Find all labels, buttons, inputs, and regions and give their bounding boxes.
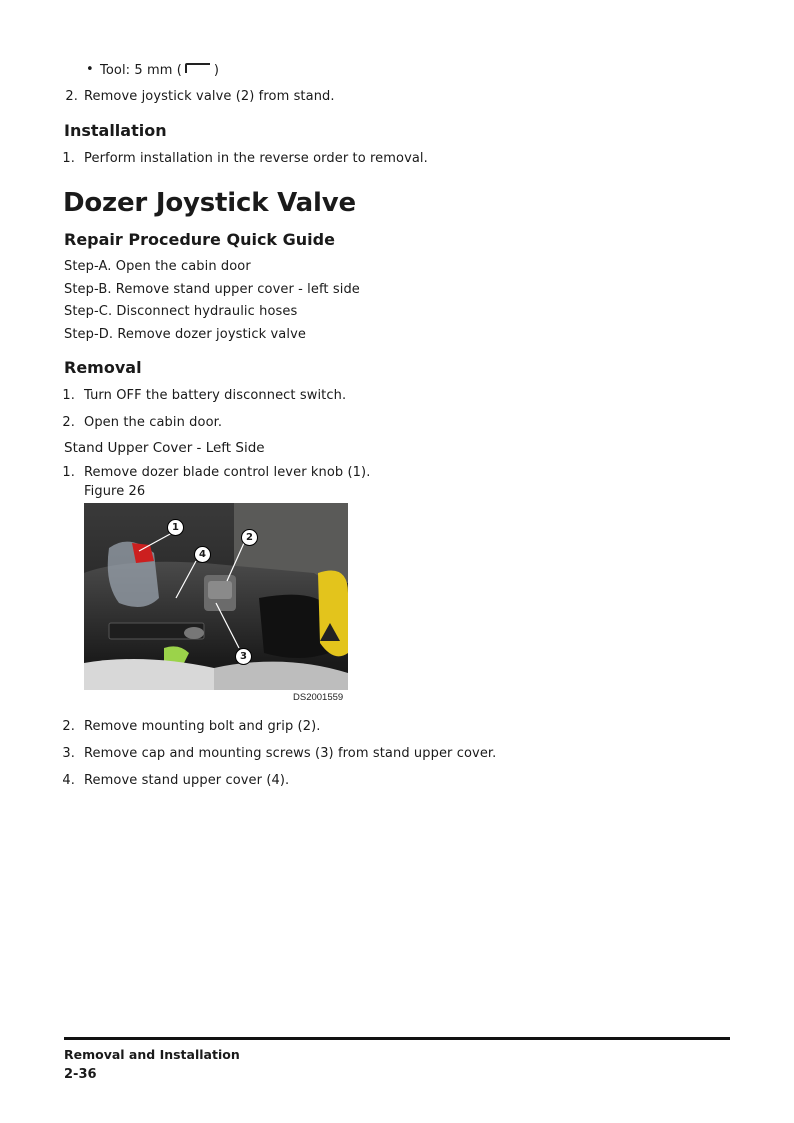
figure-label: Figure 26 bbox=[84, 484, 146, 499]
step-number: 2. bbox=[65, 89, 78, 104]
step-text: Open the cabin door. bbox=[84, 415, 223, 430]
quick-guide-step: Step-D. Remove dozer joystick valve bbox=[64, 327, 306, 342]
hex-key-icon bbox=[183, 62, 213, 79]
tool-note-prefix: Tool: 5 mm ( bbox=[100, 63, 182, 78]
tool-note bbox=[100, 62, 219, 79]
bullet: • bbox=[86, 62, 94, 77]
step-text: Remove mounting bolt and grip (2). bbox=[84, 719, 321, 734]
step-number: 1. bbox=[62, 388, 75, 403]
tool-note-suffix: ) bbox=[213, 63, 220, 78]
page-number: 2-36 bbox=[64, 1067, 97, 1082]
installation-heading: Installation bbox=[64, 121, 167, 140]
callout-4: 4 bbox=[194, 546, 211, 563]
footer-rule bbox=[64, 1037, 730, 1040]
stand-cover-heading: Stand Upper Cover - Left Side bbox=[64, 440, 265, 456]
step-text: Perform installation in the reverse order to removal. bbox=[84, 151, 428, 166]
removal-heading: Removal bbox=[64, 358, 142, 377]
quick-guide-step: Step-C. Disconnect hydraulic hoses bbox=[64, 304, 298, 319]
step-number: 1. bbox=[62, 151, 75, 166]
step-text: Remove stand upper cover (4). bbox=[84, 773, 290, 788]
section-title: Dozer Joystick Valve bbox=[63, 188, 356, 218]
quick-guide-heading: Repair Procedure Quick Guide bbox=[64, 230, 335, 249]
callout-3: 3 bbox=[235, 648, 252, 665]
photo-illustration bbox=[84, 503, 348, 690]
callout-1: 1 bbox=[167, 519, 184, 536]
quick-guide-step: Step-A. Open the cabin door bbox=[64, 259, 251, 274]
step-text: Remove dozer blade control lever knob (1). bbox=[84, 465, 371, 480]
step-text: Remove joystick valve (2) from stand. bbox=[84, 89, 335, 104]
quick-guide-step: Step-B. Remove stand upper cover - left side bbox=[64, 282, 360, 297]
callout-2: 2 bbox=[241, 529, 258, 546]
step-number: 1. bbox=[62, 465, 75, 480]
figure-code: DS2001559 bbox=[293, 692, 344, 703]
figure-photo bbox=[84, 503, 348, 690]
step-number: 2. bbox=[62, 415, 75, 430]
step-text: Remove cap and mounting screws (3) from stand upper cover. bbox=[84, 746, 497, 761]
footer-title: Removal and Installation bbox=[64, 1047, 240, 1062]
step-number: 4. bbox=[62, 773, 75, 788]
step-number: 3. bbox=[62, 746, 75, 761]
step-number: 2. bbox=[62, 719, 75, 734]
step-text: Turn OFF the battery disconnect switch. bbox=[84, 388, 347, 403]
